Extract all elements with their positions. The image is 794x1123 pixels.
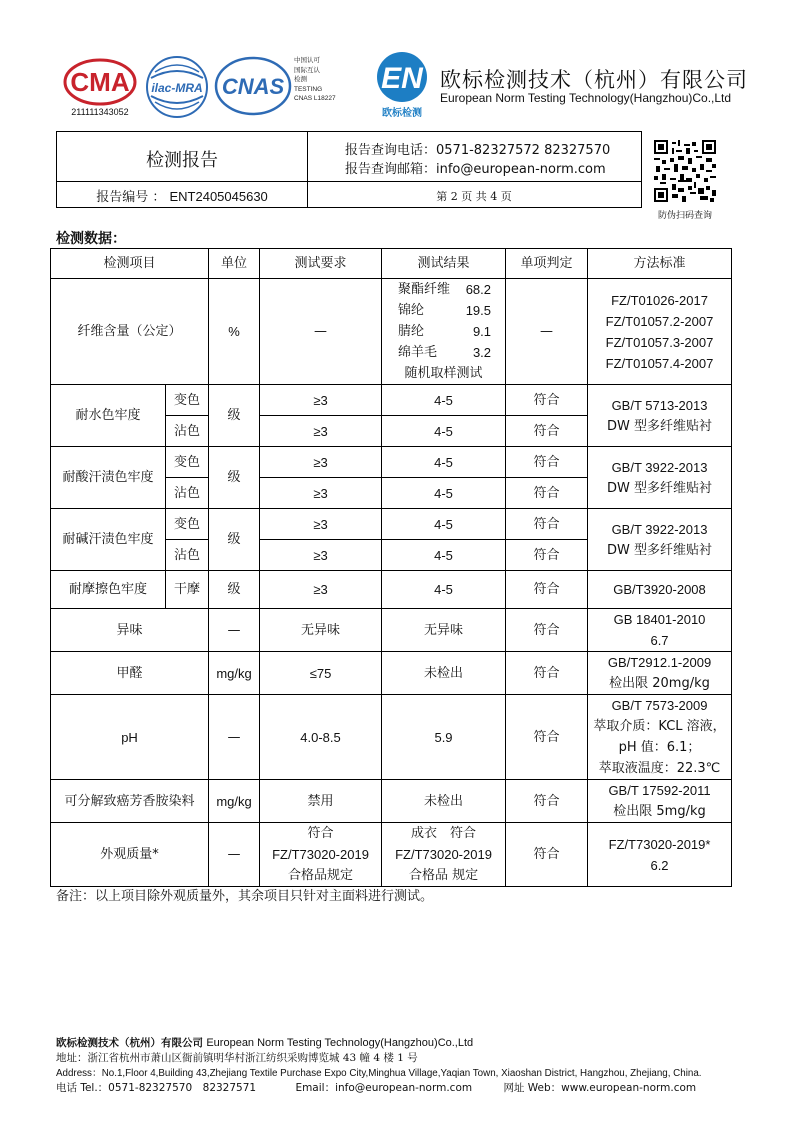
section-title: 检测数据：	[56, 231, 126, 247]
judgment-alkali-1: 符合	[506, 509, 588, 540]
inquiry-phone: 报告查询电话：0571-82327572 82327570	[345, 143, 611, 158]
result-alkali-2: 4-5	[382, 540, 506, 571]
footer-contacts	[56, 1081, 756, 1096]
cma-logo	[62, 56, 138, 120]
result-fiber	[382, 279, 506, 385]
footer	[56, 1036, 756, 1096]
judgment-ph: 符合	[506, 695, 588, 780]
footer-company	[56, 1036, 756, 1051]
method-acid: GB/T 3922-2013 DW 型多纤维贴衬	[588, 447, 732, 509]
svg-text:ilac-MRA: ilac-MRA	[151, 81, 203, 95]
item-water: 耐水色牢度	[51, 385, 166, 447]
table-row	[51, 652, 732, 695]
item-alkali: 耐碱汗渍色牢度	[51, 509, 166, 571]
fiber-note: 随机取样测试	[404, 366, 483, 381]
judgment-rub: 符合	[506, 571, 588, 609]
footer-company-cn: 欧标检测技术（杭州）有限公司	[56, 1037, 203, 1049]
fiber-result-2: 锦纶 19.5	[398, 303, 492, 318]
method-alkali: GB/T 3922-2013 DW 型多纤维贴衬	[588, 509, 732, 571]
report-title: 检测报告	[146, 150, 218, 171]
report-number-value: ENT2405045630	[169, 189, 268, 204]
req-acid-1: ≥3	[260, 447, 382, 478]
cnas-logo	[214, 54, 344, 118]
sub-acid-1: 变色	[166, 447, 209, 478]
table-row	[51, 695, 732, 780]
svg-text:CMA: CMA	[70, 67, 130, 97]
item-appearance: 外观质量*	[51, 823, 209, 887]
unit-ph: —	[209, 695, 260, 780]
req-odor: 无异味	[260, 609, 382, 652]
table-row	[51, 509, 732, 540]
unit-alkali: 级	[209, 509, 260, 571]
cma-number: 211111343052	[71, 107, 129, 117]
item-azo: 可分解致癌芳香胺染料	[51, 780, 209, 823]
company-logo	[372, 50, 432, 120]
table-row	[51, 780, 732, 823]
table-row	[51, 279, 732, 385]
item-fiber: 纤维含量（公定）	[51, 279, 209, 385]
sub-water-2: 沾色	[166, 416, 209, 447]
table-row	[51, 447, 732, 478]
result-formaldehyde: 未检出	[382, 652, 506, 695]
svg-text:EN: EN	[381, 62, 423, 95]
qr-caption: 防伪扫码查询	[657, 211, 712, 221]
req-rub: ≥3	[260, 571, 382, 609]
cnas-line-5: CNAS L18227	[294, 95, 336, 102]
footer-address-en: Address：No.1,Floor 4,Building 43,Zhejiang Textile Purchase Expo City,Minghua Village,Yaqian Town, Xiaoshan District, Hangzhou, Zhejiang, China.	[56, 1068, 702, 1079]
item-formaldehyde: 甲醛	[51, 652, 209, 695]
fiber-result-4: 绵羊毛 3.2	[398, 345, 492, 360]
req-acid-2: ≥3	[260, 478, 382, 509]
unit-acid: 级	[209, 447, 260, 509]
result-rub: 4-5	[382, 571, 506, 609]
page-info: 第 2 页 共 4 页	[436, 190, 512, 203]
unit-fiber: %	[209, 279, 260, 385]
table-row	[51, 609, 732, 652]
table-row	[51, 571, 732, 609]
judgment-azo: 符合	[506, 780, 588, 823]
unit-azo: mg/kg	[209, 780, 260, 823]
header-result: 测试结果	[382, 249, 506, 279]
cnas-line-2: 国际互认	[294, 65, 320, 74]
report-header-box	[56, 131, 642, 208]
qr-code[interactable]	[654, 140, 716, 202]
judgment-water-1: 符合	[506, 385, 588, 416]
judgment-water-2: 符合	[506, 416, 588, 447]
footer-tel: 电话 Tel.：0571-82327570 82327571	[56, 1082, 257, 1094]
result-water-1: 4-5	[382, 385, 506, 416]
remark: 备注：以上项目除外观质量外，其余项目只针对主面料进行测试。	[56, 889, 434, 904]
req-appearance: 符合 FZ/T73020-2019 合格品规定	[260, 823, 382, 887]
sub-rub: 干摩	[166, 571, 209, 609]
judgment-fiber: —	[506, 279, 588, 385]
cnas-line-3: 检测	[294, 75, 307, 83]
judgment-formaldehyde: 符合	[506, 652, 588, 695]
cnas-line-4: TESTING	[294, 85, 323, 93]
method-fiber: FZ/T01026-2017 FZ/T01057.2-2007 FZ/T01057.3-2007 FZ/T01057.4-2007	[588, 279, 732, 385]
judgment-acid-2: 符合	[506, 478, 588, 509]
result-acid-1: 4-5	[382, 447, 506, 478]
footer-web[interactable]: 网址 Web：www.european-norm.com	[503, 1082, 697, 1094]
unit-appearance: —	[209, 823, 260, 887]
item-acid: 耐酸汗渍色牢度	[51, 447, 166, 509]
method-azo: GB/T 17592-2011 检出限 5mg/kg	[588, 780, 732, 823]
method-rub: GB/T3920-2008	[588, 571, 732, 609]
inquiry-email: 报告查询邮箱：info@european-norm.com	[345, 162, 606, 177]
result-acid-2: 4-5	[382, 478, 506, 509]
req-azo: 禁用	[260, 780, 382, 823]
result-ph: 5.9	[382, 695, 506, 780]
table-row	[51, 385, 732, 416]
item-odor: 异味	[51, 609, 209, 652]
item-rub: 耐摩擦色牢度	[51, 571, 166, 609]
method-water: GB/T 5713-2013 DW 型多纤维贴衬	[588, 385, 732, 447]
company-logo-text: 欧标检测	[382, 108, 422, 119]
method-appearance: FZ/T73020-2019* 6.2	[588, 823, 732, 887]
footer-email[interactable]: Email：info@european-norm.com	[295, 1082, 473, 1094]
fiber-result-1: 聚酯纤维 68.2	[398, 282, 492, 297]
report-number-label: 报告编号 ：	[96, 190, 166, 205]
footer-company-en: European Norm Testing Technology(Hangzhou)Co.,Ltd	[206, 1037, 474, 1049]
sub-water-1: 变色	[166, 385, 209, 416]
header-item: 检测项目	[51, 249, 209, 279]
method-odor: GB 18401-2010 6.7	[588, 609, 732, 652]
unit-rub: 级	[209, 571, 260, 609]
header-judgment: 单项判定	[506, 249, 588, 279]
req-formaldehyde: ≤75	[260, 652, 382, 695]
unit-odor: —	[209, 609, 260, 652]
req-ph: 4.0-8.5	[260, 695, 382, 780]
result-appearance: 成衣 符合 FZ/T73020-2019 合格品 规定	[382, 823, 506, 887]
result-alkali-1: 4-5	[382, 509, 506, 540]
method-ph: GB/T 7573-2009 萃取介质：KCL 溶液， pH 值：6.1； 萃取液温度：22.3℃	[588, 695, 732, 780]
result-water-2: 4-5	[382, 416, 506, 447]
req-alkali-1: ≥3	[260, 509, 382, 540]
test-data-table	[50, 248, 732, 887]
unit-formaldehyde: mg/kg	[209, 652, 260, 695]
judgment-appearance: 符合	[506, 823, 588, 887]
unit-water: 级	[209, 385, 260, 447]
sub-alkali-1: 变色	[166, 509, 209, 540]
req-fiber: —	[260, 279, 382, 385]
ilac-mra-logo	[145, 54, 209, 120]
cnas-line-1: 中国认可	[294, 56, 320, 64]
fiber-result-3: 腈纶 9.1	[398, 324, 492, 339]
sub-acid-2: 沾色	[166, 478, 209, 509]
req-water-2: ≥3	[260, 416, 382, 447]
header-method: 方法标准	[588, 249, 732, 279]
header-requirement: 测试要求	[260, 249, 382, 279]
company-name-cn: 欧标检测技术（杭州）有限公司	[440, 68, 748, 92]
judgment-acid-1: 符合	[506, 447, 588, 478]
footer-address-cn: 地址：浙江省杭州市萧山区衙前镇明华村浙江纺织采购博览城 43 幢 4 楼 1 号	[56, 1052, 418, 1064]
result-odor: 无异味	[382, 609, 506, 652]
item-ph: pH	[51, 695, 209, 780]
result-azo: 未检出	[382, 780, 506, 823]
table-header-row	[51, 249, 732, 279]
company-name-en: European Norm Testing Technology(Hangzhou)Co.,Ltd	[440, 91, 732, 105]
report-number	[57, 186, 307, 205]
method-formaldehyde: GB/T2912.1-2009 检出限 20mg/kg	[588, 652, 732, 695]
table-row	[51, 823, 732, 887]
req-alkali-2: ≥3	[260, 540, 382, 571]
judgment-alkali-2: 符合	[506, 540, 588, 571]
sub-alkali-2: 沾色	[166, 540, 209, 571]
req-water-1: ≥3	[260, 385, 382, 416]
header-unit: 单位	[209, 249, 260, 279]
judgment-odor: 符合	[506, 609, 588, 652]
svg-text:CNAS: CNAS	[221, 74, 285, 99]
